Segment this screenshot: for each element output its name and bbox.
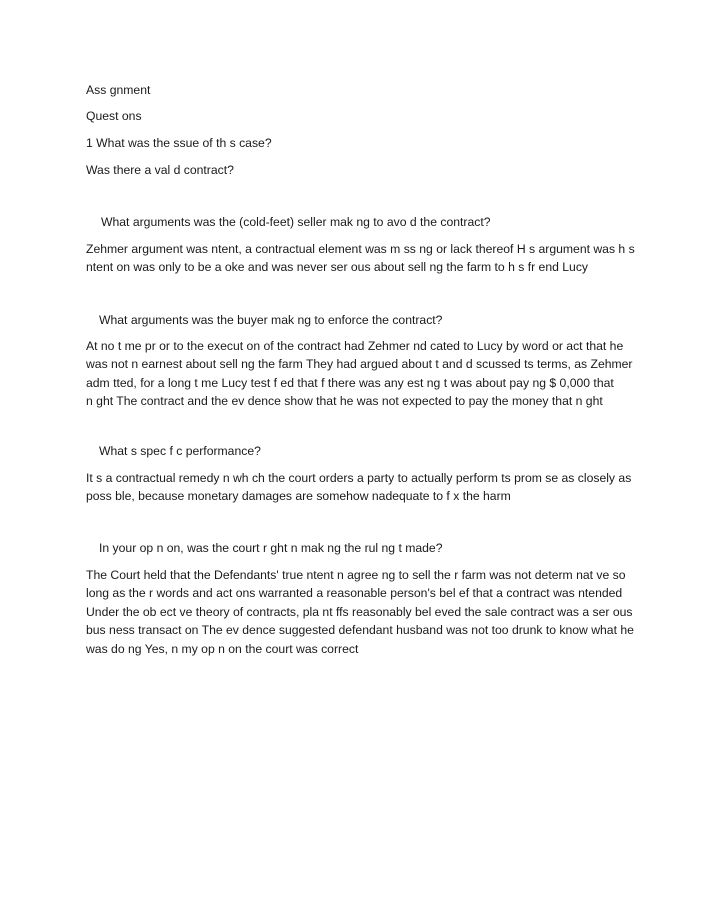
answer-5-line: The Court held that the Defendants' true ntent n agree ng to sell the r farm was not determ nat ve so (86, 568, 626, 582)
question-5: In your op n on, was the court r ght n mak ng the rul ng t made? (99, 541, 443, 555)
answer-3 (86, 337, 642, 411)
question-3: What arguments was the buyer mak ng to enforce the contract? (99, 313, 443, 327)
question-2: What arguments was the (cold-feet) seller mak ng to avo d the contract? (101, 215, 491, 229)
answer-3-line: was not n earnest about sell ng the farm They had argued about t and d scussed ts terms, as Zehmer (86, 357, 633, 372)
answer-5-line: Under the ob ect ve theory of contracts, pla nt ffs reasonably bel eved the sale contract was a ser ous (86, 604, 633, 619)
answer-4-line: poss ble, because monetary damages are somehow nadequate to f x the harm (86, 489, 511, 504)
answer-5 (86, 566, 642, 658)
answer-2-line: ntent on was only to be a oke and was never ser ous about sell ng the farm to h s fr end Lucy (86, 260, 589, 275)
answer-4 (86, 469, 642, 506)
question-1-line-1: 1 What was the ssue of th s case? (86, 136, 272, 150)
answer-5-line: bus ness transact on The ev dence suggested defendant husband was not too drunk to know what he (86, 623, 634, 638)
answer-5-line: was do ng Yes, n my op n on the court was correct (86, 641, 359, 656)
answer-2 (86, 240, 642, 277)
answer-5-line: long as the r words and act ons warranted a reasonable person's bel ef that a contract was ntended (86, 586, 623, 601)
questions-heading: Quest ons (86, 109, 142, 123)
answer-3-line: At no t me pr or to the execut on of the contract had Zehmer nd cated to Lucy by word or act that he (86, 339, 624, 353)
question-1-line-2: Was there a val d contract? (86, 163, 234, 177)
answer-3-line: adm tted, for a long t me Lucy test f ed that f there was any est ng t was about pay ng $ 0,000 that (86, 375, 614, 390)
answer-3-line: n ght The contract and the ev dence show that he was not expected to pay the money that n ght (86, 394, 603, 409)
document-heading: Ass gnment (86, 83, 151, 97)
answer-2-line: Zehmer argument was ntent, a contractual element was m ss ng or lack thereof H s argument was h s (86, 242, 635, 256)
question-4: What s spec f c performance? (99, 444, 261, 458)
answer-4-line: It s a contractual remedy n wh ch the court orders a party to actually perform ts prom se as closely as (86, 471, 632, 485)
